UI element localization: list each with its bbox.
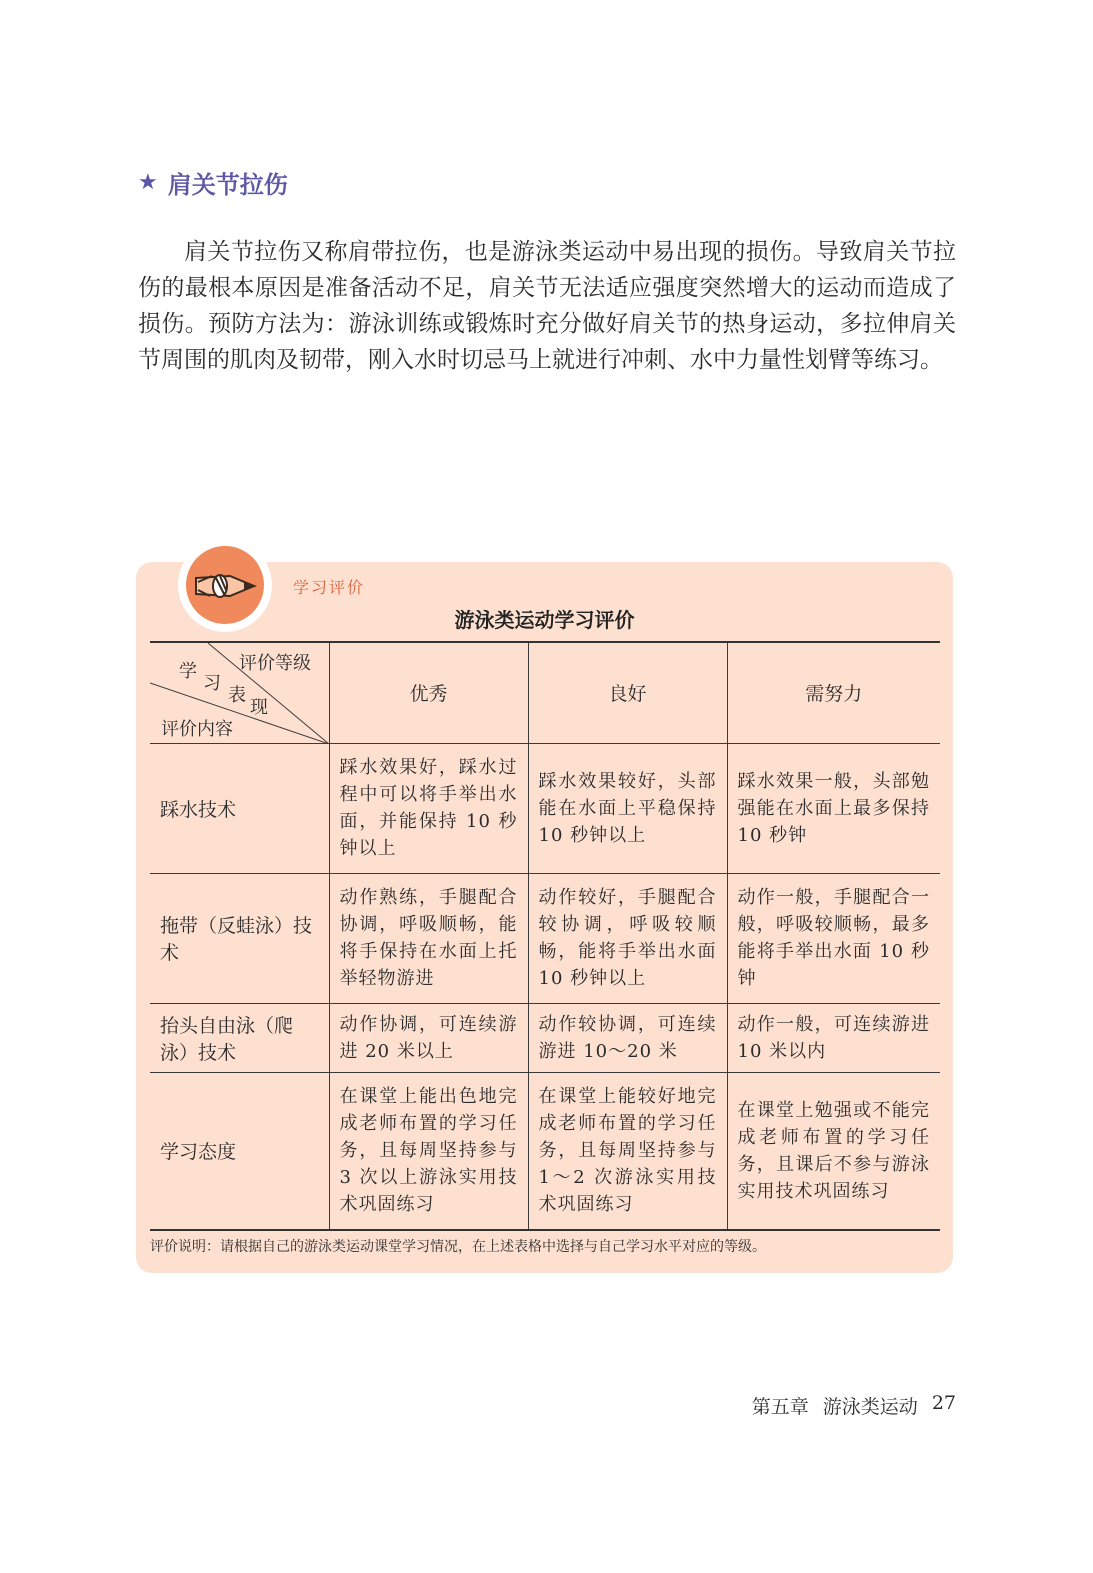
table-title: 游泳类运动学习评价	[454, 608, 635, 632]
page-number: 27	[931, 1392, 956, 1414]
table-row	[150, 1072, 940, 1230]
corner-header	[150, 642, 329, 743]
star-icon: ★	[138, 169, 158, 195]
evaluation-table	[150, 641, 940, 1231]
evaluation-footnote: 评价说明：请根据自己的游泳类运动课堂学习情况，在上述表格中选择与自己学习水平对应的等级。	[150, 1239, 766, 1255]
chapter-title: 游泳类运动	[822, 1396, 918, 1418]
corner-content-label: 评价内容	[161, 719, 233, 740]
row-item: 拖带（反蛙泳）技术	[150, 873, 329, 1003]
grade-header-needs-work: 需努力	[727, 642, 940, 743]
row-cell: 动作较协调，可连续游进 10～20 米	[528, 1003, 727, 1072]
row-cell: 在课堂上能较好地完成老师布置的学习任务，且每周坚持参与 1～2 次游泳实用技术巩固练习	[528, 1072, 727, 1230]
table-row	[150, 1003, 940, 1072]
row-cell: 动作熟练，手腿配合协调，呼吸顺畅，能将手保持在水面上托举轻物游进	[329, 873, 528, 1003]
row-cell: 踩水效果一般，头部勉强能在水面上最多保持 10 秒钟	[727, 743, 940, 873]
row-cell: 踩水效果好，踩水过程中可以将手举出水面，并能保持 10 秒钟以上	[329, 743, 528, 873]
row-cell: 在课堂上勉强或不能完成老师布置的学习任务，且课后不参与游泳实用技术巩固练习	[727, 1072, 940, 1230]
row-item: 学习态度	[150, 1072, 329, 1230]
header-row	[150, 642, 940, 743]
row-cell: 动作一般，手腿配合一般，呼吸较顺畅，最多能将手举出水面 10 秒钟	[727, 873, 940, 1003]
section-heading	[138, 164, 288, 200]
row-item: 抬头自由泳（爬泳）技术	[150, 1003, 329, 1072]
row-cell: 动作一般，可连续游进 10 米以内	[727, 1003, 940, 1072]
grade-header-excellent: 优秀	[329, 642, 528, 743]
corner-grade-label: 评价等级	[239, 653, 311, 674]
table-row	[150, 873, 940, 1003]
row-cell: 动作较好，手腿配合较协调，呼吸较顺畅，能将手举出水面 10 秒钟以上	[528, 873, 727, 1003]
body-paragraph: 肩关节拉伤又称肩带拉伤，也是游泳类运动中易出现的损伤。导致肩关节拉伤的最根本原因是准备活动不足，肩关节无法适应强度突然增大的运动而造成了损伤。预防方法为：游泳训练或锻炼时充分做好肩关节的热身运动，多拉伸肩关节周围的肌肉及韧带，刚入水时切忌马上就进行冲刺、水中力量性划臂等练习。	[138, 239, 956, 373]
row-cell: 踩水效果较好，头部能在水面上平稳保持 10 秒钟以上	[528, 743, 727, 873]
chapter-label: 第五章	[751, 1396, 809, 1418]
grade-header-good: 良好	[528, 642, 727, 743]
corner-char-xian: 现	[250, 697, 268, 718]
corner-char-xue: 学	[179, 661, 197, 682]
corner-char-xi: 习	[203, 673, 221, 694]
corner-char-biao: 表	[228, 685, 246, 706]
table-row	[150, 743, 940, 873]
row-cell: 动作协调，可连续游进 20 米以上	[329, 1003, 528, 1072]
row-item: 踩水技术	[150, 743, 329, 873]
section-title: 肩关节拉伤	[167, 170, 288, 199]
row-cell: 在课堂上能出色地完成老师布置的学习任务，且每周坚持参与 3 次以上游泳实用技术巩固练习	[329, 1072, 528, 1230]
page-footer	[752, 1392, 956, 1419]
badge-label: 学习评价	[293, 578, 366, 597]
